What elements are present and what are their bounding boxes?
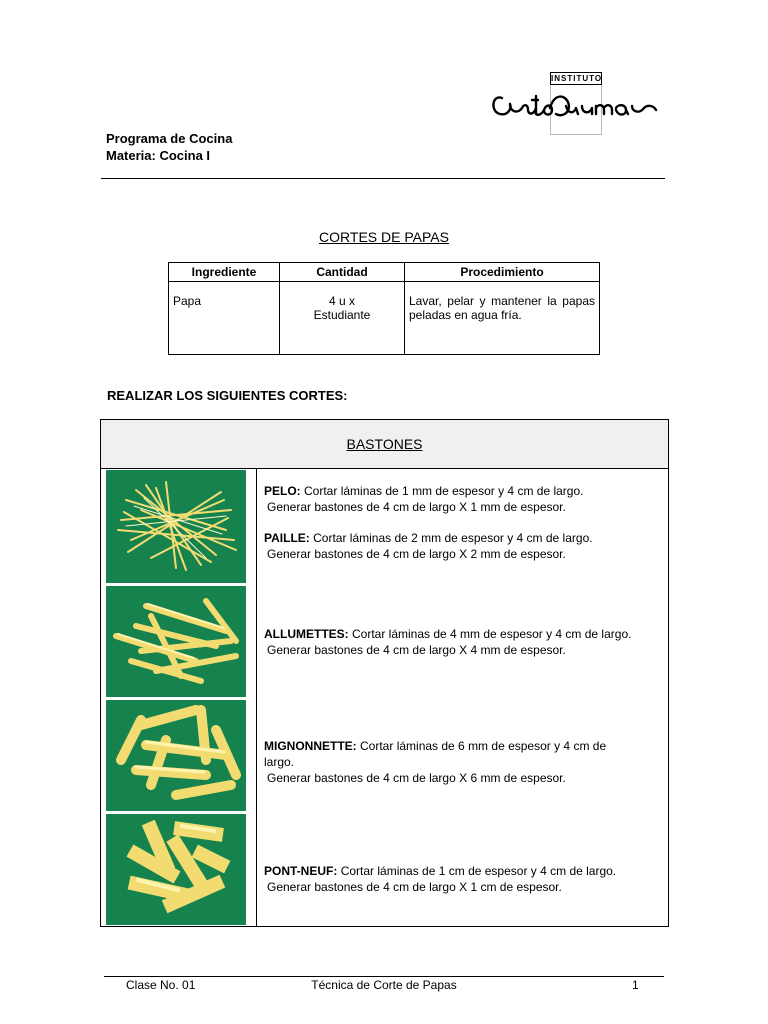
- cut-name-pelo: PELO:: [264, 484, 301, 498]
- subject-label: Materia: Cocina I: [106, 148, 211, 163]
- cut-line2-paille: Generar bastones de 4 cm de largo X 2 mm de espesor.: [267, 547, 566, 561]
- cell-procedure: Lavar, pelar y mantener la papas peladas en agua fría.: [405, 282, 600, 355]
- cut-desc-mignonnette: [264, 738, 629, 786]
- cut-line1-paille: Cortar láminas de 2 mm de espesor y 4 cm de largo.: [313, 531, 593, 545]
- thin-potato-strands-image: [106, 470, 246, 583]
- col-header-ingredient: Ingrediente: [169, 263, 280, 282]
- cuts-table-header: [101, 420, 668, 469]
- quantity-line1: 4 u x: [328, 294, 355, 308]
- cut-name-paille: PAILLE:: [264, 531, 310, 545]
- footer-class-number: Clase No. 01: [126, 978, 196, 992]
- potato-mignonnette-image: [106, 700, 246, 811]
- potato-matchsticks-image: [106, 586, 246, 697]
- potato-pont-neuf-image: [106, 814, 246, 925]
- table-header-row: [169, 263, 600, 282]
- cut-desc-pont-neuf: [264, 863, 664, 895]
- footer-page-number: 1: [632, 978, 639, 992]
- cut-desc-pelo: [264, 483, 664, 515]
- photo-mignonnette: [106, 700, 246, 811]
- cut-name-allumettes: ALLUMETTES:: [264, 627, 349, 641]
- cut-line2-mignonnette: Generar bastones de 4 cm de largo X 6 mm de espesor.: [267, 771, 566, 785]
- col-header-procedure: Procedimiento: [405, 263, 600, 282]
- section-heading: REALIZAR LOS SIGUIENTES CORTES:: [107, 388, 348, 403]
- cuts-table: [100, 419, 669, 927]
- col-header-quantity: Cantidad: [280, 263, 405, 282]
- cut-name-pont-neuf: PONT-NEUF:: [264, 864, 338, 878]
- header-divider: [101, 178, 665, 179]
- footer-divider: [104, 976, 664, 977]
- cut-line2-pelo: Generar bastones de 4 cm de largo X 1 mm de espesor.: [267, 500, 566, 514]
- photo-pelo: [106, 470, 246, 583]
- page-title: CORTES DE PAPAS: [319, 229, 449, 245]
- cut-line1-pelo: Cortar láminas de 1 mm de espesor y 4 cm de largo.: [304, 484, 584, 498]
- quantity-line2: Estudiante: [313, 308, 371, 322]
- cut-line1-mignonnette: Cortar láminas de 6 mm de espesor y 4 cm de largo.: [264, 739, 607, 769]
- document-header: [106, 130, 232, 164]
- photo-allumettes: [106, 586, 246, 697]
- cuts-header-label: BASTONES: [346, 436, 423, 452]
- photo-pont-neuf: [106, 814, 246, 925]
- cut-line2-pont-neuf: Generar bastones de 4 cm de largo X 1 cm de espesor.: [267, 880, 562, 894]
- cut-desc-paille: [264, 530, 664, 562]
- cut-line2-allumettes: Generar bastones de 4 cm de largo X 4 mm de espesor.: [267, 643, 566, 657]
- logo-institute-label: INSTITUTO: [551, 74, 603, 83]
- cell-ingredient: Papa: [169, 282, 280, 355]
- cut-line1-allumettes: Cortar láminas de 4 mm de espesor y 4 cm de largo.: [352, 627, 632, 641]
- column-divider: [256, 468, 257, 926]
- institute-logo: [488, 72, 666, 138]
- cut-line1-pont-neuf: Cortar láminas de 1 cm de espesor y 4 cm de largo.: [340, 864, 617, 878]
- cut-desc-allumettes: [264, 626, 666, 658]
- footer-topic: Técnica de Corte de Papas: [311, 978, 457, 992]
- program-label: Programa de Cocina: [106, 131, 233, 146]
- cell-quantity: [280, 282, 405, 355]
- cut-name-mignonnette: MIGNONNETTE:: [264, 739, 357, 753]
- logo-signature-icon: [488, 88, 666, 128]
- table-row: [169, 282, 600, 355]
- ingredients-table: [168, 262, 600, 355]
